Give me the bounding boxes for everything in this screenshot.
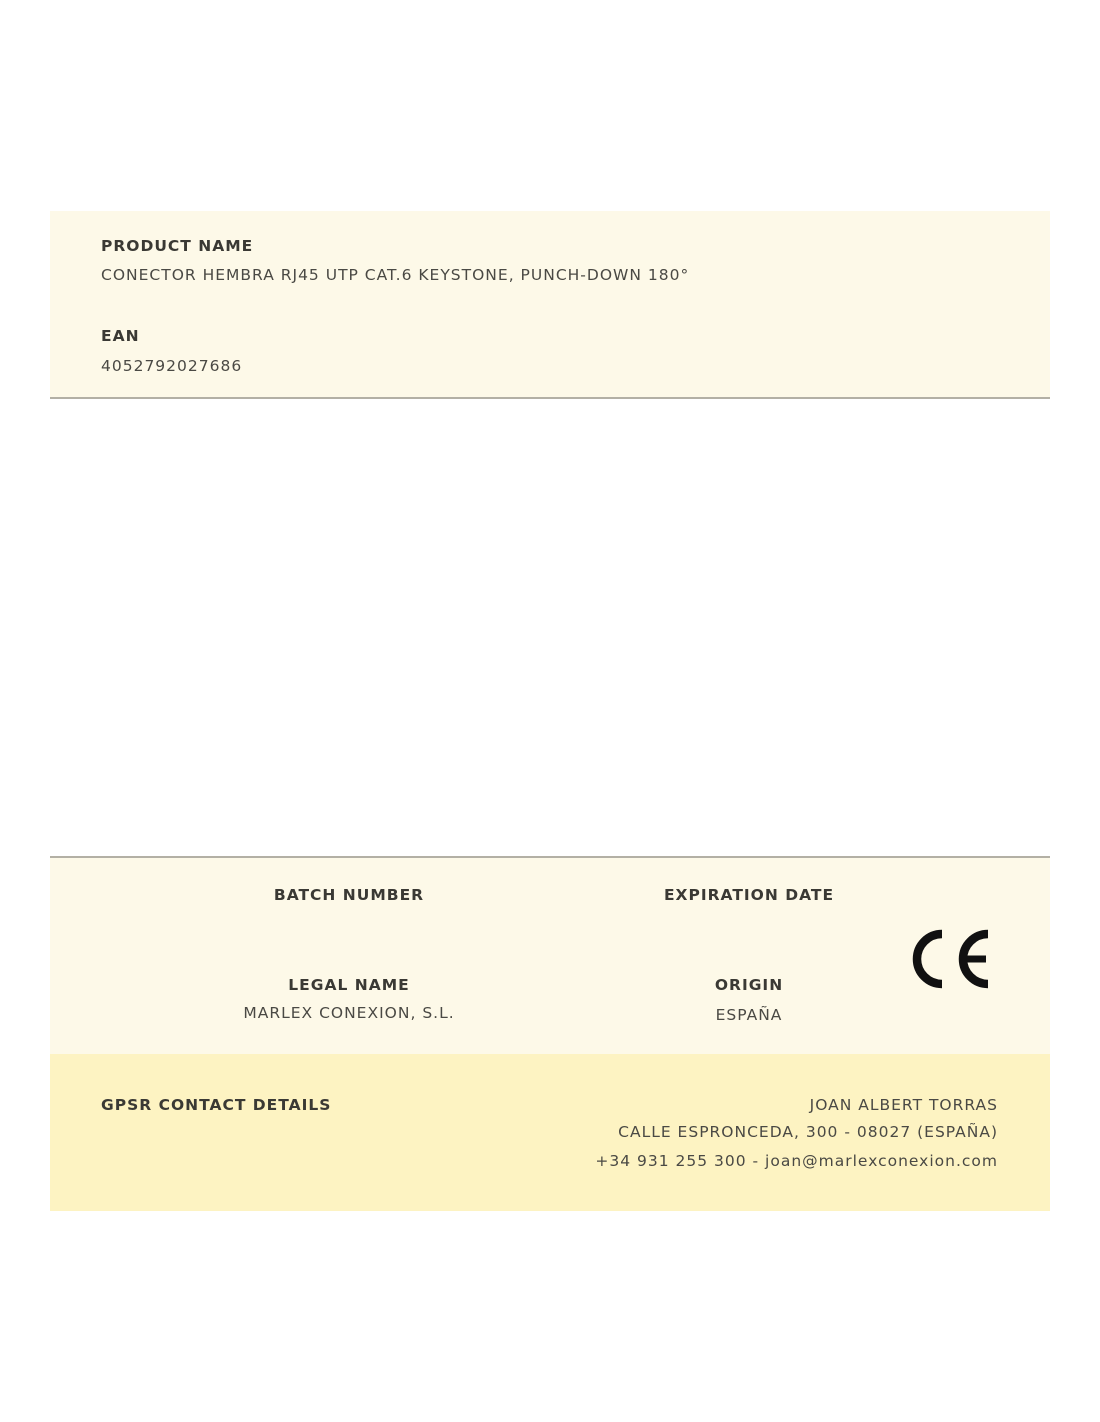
gpsr-contact-name: JOAN ALBERT TORRAS xyxy=(809,1096,998,1114)
legal-name-value: MARLEX CONEXION, S.L. xyxy=(243,1004,455,1022)
legal-name-label: LEGAL NAME xyxy=(288,976,410,994)
gpsr-contact-panel xyxy=(50,1054,1050,1211)
origin-value: ESPAÑA xyxy=(715,1006,783,1024)
ce-mark-icon xyxy=(908,928,992,990)
origin-label: ORIGIN xyxy=(714,976,784,994)
product-info-panel xyxy=(50,211,1050,399)
gpsr-contact-address: CALLE ESPRONCEDA, 300 - 08027 (ESPAÑA) xyxy=(618,1123,998,1141)
batch-origin-panel xyxy=(50,856,1050,1056)
product-name-value: CONECTOR HEMBRA RJ45 UTP CAT.6 KEYSTONE, PUNCH-DOWN 180° xyxy=(101,266,690,284)
expiration-date-label: EXPIRATION DATE xyxy=(663,886,835,904)
ean-value: 4052792027686 xyxy=(101,357,243,375)
gpsr-contact-label: GPSR CONTACT DETAILS xyxy=(101,1096,332,1114)
product-name-label: PRODUCT NAME xyxy=(101,237,254,255)
gpsr-contact-phone-email: +34 931 255 300 - joan@marlexconexion.com xyxy=(595,1152,998,1170)
ean-label: EAN xyxy=(101,327,140,345)
batch-number-label: BATCH NUMBER xyxy=(273,886,425,904)
